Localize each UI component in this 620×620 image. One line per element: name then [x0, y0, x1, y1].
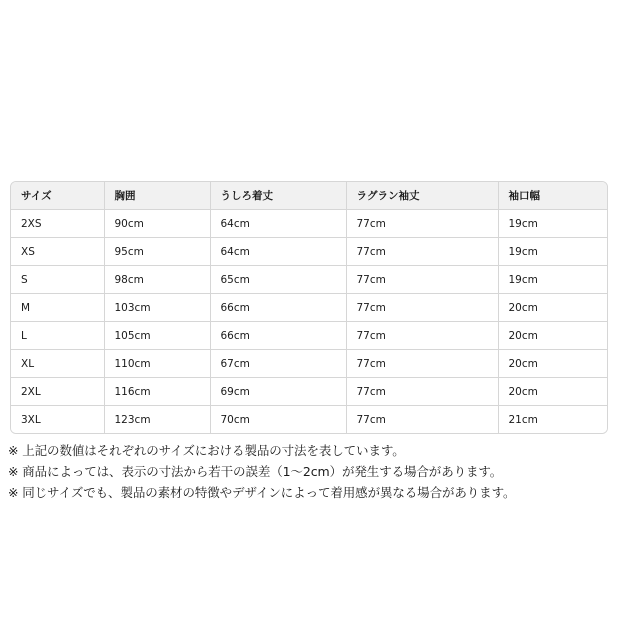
- table-cell: 64cm: [210, 238, 346, 266]
- column-header-back-length: うしろ着丈: [210, 182, 346, 210]
- table-row: [11, 322, 607, 350]
- table-cell: 123cm: [104, 406, 210, 434]
- table-cell: 69cm: [210, 378, 346, 406]
- table-cell: 2XL: [11, 378, 104, 406]
- table-cell: L: [11, 322, 104, 350]
- table-row: [11, 266, 607, 294]
- size-table-container: [10, 181, 608, 434]
- table-cell: 67cm: [210, 350, 346, 378]
- table-cell: 90cm: [104, 210, 210, 238]
- column-header-size: サイズ: [11, 182, 104, 210]
- table-cell: 2XS: [11, 210, 104, 238]
- table-cell: 21cm: [498, 406, 607, 434]
- table-cell: 77cm: [346, 378, 498, 406]
- table-row: [11, 210, 607, 238]
- table-cell: 19cm: [498, 266, 607, 294]
- table-cell: 20cm: [498, 294, 607, 322]
- table-cell: M: [11, 294, 104, 322]
- note-measurement: ※ 上記の数値はそれぞれのサイズにおける製品の寸法を表しています。: [8, 443, 405, 458]
- table-cell: 105cm: [104, 322, 210, 350]
- table-cell: 20cm: [498, 378, 607, 406]
- table-cell: 66cm: [210, 294, 346, 322]
- column-header-cuff-width: 袖口幅: [498, 182, 607, 210]
- table-cell: 19cm: [498, 238, 607, 266]
- table-cell: 116cm: [104, 378, 210, 406]
- table-row: [11, 378, 607, 406]
- table-cell: 77cm: [346, 294, 498, 322]
- table-cell: 77cm: [346, 266, 498, 294]
- table-cell: 95cm: [104, 238, 210, 266]
- table-row: [11, 294, 607, 322]
- table-cell: 77cm: [346, 322, 498, 350]
- table-cell: XL: [11, 350, 104, 378]
- table-cell: 77cm: [346, 350, 498, 378]
- table-cell: 98cm: [104, 266, 210, 294]
- table-cell: 65cm: [210, 266, 346, 294]
- table-cell: 66cm: [210, 322, 346, 350]
- table-cell: 77cm: [346, 406, 498, 434]
- table-cell: 103cm: [104, 294, 210, 322]
- table-cell: 20cm: [498, 350, 607, 378]
- table-cell: 70cm: [210, 406, 346, 434]
- table-cell: 20cm: [498, 322, 607, 350]
- table-cell: 77cm: [346, 210, 498, 238]
- table-cell: 77cm: [346, 238, 498, 266]
- size-table: [11, 182, 607, 433]
- table-header-row: [11, 182, 607, 210]
- table-row: [11, 350, 607, 378]
- column-header-chest: 胸囲: [104, 182, 210, 210]
- table-cell: XS: [11, 238, 104, 266]
- table-cell: 64cm: [210, 210, 346, 238]
- notes: [8, 440, 612, 503]
- table-cell: S: [11, 266, 104, 294]
- table-cell: 3XL: [11, 406, 104, 434]
- table-row: [11, 406, 607, 434]
- table-cell: 110cm: [104, 350, 210, 378]
- note-tolerance: ※ 商品によっては、表示の寸法から若干の誤差（1〜2cm）が発生する場合があります。: [8, 464, 503, 479]
- note-fit: ※ 同じサイズでも、製品の素材の特徴やデザインによって着用感が異なる場合があります。: [8, 485, 516, 500]
- table-cell: 19cm: [498, 210, 607, 238]
- table-row: [11, 238, 607, 266]
- column-header-raglan-sleeve-length: ラグラン袖丈: [346, 182, 498, 210]
